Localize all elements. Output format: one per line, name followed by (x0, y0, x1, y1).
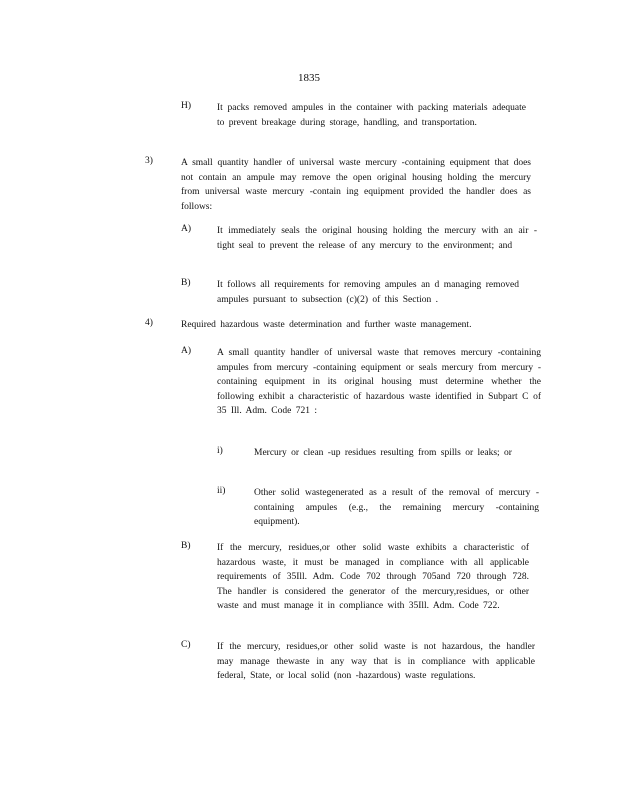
paragraph-h: It packs removed ampules in the container with packing materials adequate to prevent breakage during storage, handling, and transportation. (217, 103, 526, 128)
paragraph-3a: It immediately seals the original housing holding the mercury with an air -tight seal to prevent the release of any mercury to the environment; and (217, 226, 537, 251)
paragraph-4a: A small quantity handler of universal waste that removes mercury -containing ampules from mercury -containing equipment or seals mercury from mercury -containing equipment in its original housing must determine whether the following exhibit a characteristic of hazardous waste identified in Subpart C of 35 Ill. Adm. Code 721 : (217, 348, 541, 416)
page-number: 1835 (298, 72, 320, 84)
paragraph-4c: If the mercury, residues,or other solid waste is not hazardous, the handler may manage thewaste in any way that is in compliance with applicable federal, State, or local solid (non -hazardous) waste regulations. (217, 642, 535, 681)
paragraph-3: A small quantity handler of universal waste mercury -containing equipment that does not contain an ampule may remove the open original housing holding the mercury from universal waste mercury -contain ing equipment provided the handler does as follows: (181, 158, 531, 212)
item-label-4b: B) (181, 541, 191, 551)
item-label-4c: C) (181, 640, 191, 650)
paragraph-4a-ii: Other solid wastegenerated as a result of the removal of mercury -containing ampules (e.g., the remaining mercury -containing equipment). (254, 488, 539, 527)
paragraph-4a-i: Mercury or clean -up residues resulting from spills or leaks; or (254, 448, 512, 458)
paragraph-3b: It follows all requirements for removing ampules an d managing removed ampules pursuant to subsection (c)(2) of this Section . (217, 280, 519, 305)
item-label-4a-i: i) (217, 446, 223, 456)
paragraph-4b: If the mercury, residues,or other solid waste exhibits a characteristic of hazardous waste, it must be managed in compliance with all applicable requirements of 35Ill. Adm. Code 702 through 705and 720 through 728. The handler is considered the generator of the mercury,residues, or other waste and must manage it in compliance with 35Ill. Adm. Code 722. (217, 543, 529, 611)
item-label-4a-ii: ii) (217, 486, 226, 496)
item-label-3a: A) (181, 224, 192, 234)
item-label-4: 4) (145, 318, 153, 328)
paragraph-4: Required hazardous waste determination and further waste management. (181, 320, 472, 330)
item-label-4a: A) (181, 346, 192, 356)
item-label-h: H) (181, 101, 192, 111)
item-label-3: 3) (145, 156, 153, 166)
item-label-3b: B) (181, 278, 191, 288)
